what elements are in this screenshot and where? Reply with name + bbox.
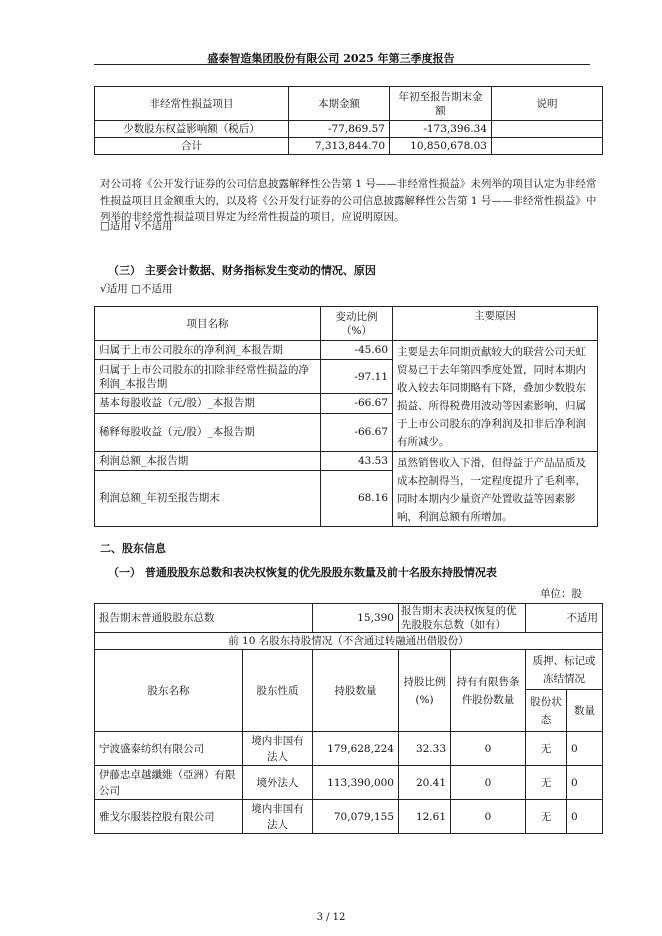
holder-ratio: 32.33 [399, 732, 451, 766]
row-note [492, 138, 603, 155]
col-header-pledge: 质押、标记或冻结情况 [526, 650, 603, 690]
reason-cell-1: 主要是去年同期贡献较大的联营公司天虹贸易已于去年第四季度处置，同时本期内收入较去年同期略有下降，叠加少数股东损益、所得税费用波动等因素影响，归属于上市公司股东的净利润及扣非后净利润有所减少。 [393, 341, 598, 452]
holder-ratio: 12.61 [399, 800, 451, 834]
row-current: 7,313,844.70 [289, 138, 390, 155]
header-divider [94, 64, 590, 65]
col-header-reason: 主要原因 [393, 307, 598, 341]
table-header-row [95, 307, 598, 341]
col-header-item: 项目名称 [95, 307, 321, 341]
pref-holders-value: 不适用 [526, 604, 603, 633]
explanation-text: 对公司将《公开发行证券的公司信息披露解释性公告第 1 号——非经常性损益》未列举的项目认定为非经常性损益项目且金额重大的，以及将《公开发行证券的公司信息披露解释性公告第 1 号——非经常性损益》中列举的非经常性损益项目界定为经常性损益的项目，应说明原因。 [100, 178, 597, 223]
table-row [95, 138, 603, 155]
report-title: 盛泰智造集团股份有限公司 2025 年第三季度报告 [207, 52, 455, 65]
row-ratio: -66.67 [321, 413, 393, 451]
holder-shares: 70,079,155 [313, 800, 399, 834]
row-item: 稀释每股收益（元/股）_本报告期 [95, 413, 321, 451]
holder-nature: 境外法人 [243, 766, 313, 800]
holder-restricted: 0 [451, 800, 526, 834]
holder-shares: 113,390,000 [313, 766, 399, 800]
holder-ratio: 20.41 [399, 766, 451, 800]
shareholders-section-title: 二、股东信息 [100, 542, 166, 555]
row-ratio: 43.53 [321, 452, 393, 471]
holder-name: 宁波盛泰纺织有限公司 [95, 732, 243, 766]
summary-row [95, 604, 603, 633]
holder-nature: 境内非国有法人 [243, 800, 313, 834]
row-item: 归属于上市公司股东的扣除非经常性损益的净利润_本报告期 [95, 360, 321, 394]
col-header-ytd: 年初至报告期末金额 [390, 87, 492, 121]
col-header-status: 股份状态 [526, 690, 567, 732]
col-header-qty: 数量 [567, 690, 603, 732]
table-row [95, 800, 603, 834]
total-holders-label: 报告期末普通股股东总数 [95, 604, 313, 633]
row-ratio: -66.67 [321, 394, 393, 413]
col-header-ratio: 变动比例（%） [321, 307, 393, 341]
holder-status: 无 [526, 766, 567, 800]
table-header-row [95, 87, 603, 121]
shareholders-subsection-title: （一） 普通股股东总数和表决权恢复的优先股股东数量及前十名股东持股情况表 [108, 566, 497, 579]
row-item: 合计 [95, 138, 289, 155]
row-item: 归属于上市公司股东的净利润_本报告期 [95, 341, 321, 360]
explanation-applicability: □适用 √不适用 [100, 220, 173, 232]
col-header-nature: 股东性质 [243, 650, 313, 732]
holder-qty: 0 [567, 800, 603, 834]
col-header-ratio: 持股比例(%) [399, 650, 451, 732]
row-ytd: 10,850,678.03 [390, 138, 492, 155]
row-item: 少数股东权益影响额（税后） [95, 121, 289, 138]
holder-status: 无 [526, 732, 567, 766]
holder-qty: 0 [567, 732, 603, 766]
top10-title-row [95, 633, 603, 650]
col-header-item: 非经常性损益项目 [95, 87, 289, 121]
row-ratio: -97.11 [321, 360, 393, 394]
col-header-note: 说明 [492, 87, 603, 121]
row-ratio: 68.16 [321, 470, 393, 526]
page-number: 3 / 12 [316, 912, 346, 923]
section3-title: （三） 主要会计数据、财务指标发生变动的情况、原因 [108, 264, 376, 277]
table-row [95, 452, 598, 471]
row-ytd: -173,396.34 [390, 121, 492, 138]
top10-title: 前 10 名股东持股情况（不含通过转融通出借股份） [95, 633, 603, 650]
holder-name: 伊藤忠卓越纖維（亞洲）有限公司 [95, 766, 243, 800]
section3-applicability: √适用 □不适用 [100, 283, 173, 295]
holder-nature: 境内非国有法人 [243, 732, 313, 766]
holder-restricted: 0 [451, 766, 526, 800]
col-header-name: 股东名称 [95, 650, 243, 732]
row-item: 基本每股收益（元/股）_本报告期 [95, 394, 321, 413]
holder-name: 雅戈尔服装控股有限公司 [95, 800, 243, 834]
table-row [95, 766, 603, 800]
row-ratio: -45.60 [321, 341, 393, 360]
col-header-restricted: 持有有限售条件股份数量 [451, 650, 526, 732]
table-row [95, 121, 603, 138]
row-item: 利润总额_本报告期 [95, 452, 321, 471]
changes-table [94, 306, 598, 527]
holder-qty: 0 [567, 766, 603, 800]
col-header-shares: 持股数量 [313, 650, 399, 732]
table-row [95, 341, 598, 360]
holder-restricted: 0 [451, 732, 526, 766]
table-header-row [95, 650, 603, 690]
row-item: 利润总额_年初至报告期末 [95, 470, 321, 526]
nonrecurring-table [94, 86, 603, 155]
col-header-current: 本期金额 [289, 87, 390, 121]
row-note [492, 121, 603, 138]
total-holders-value: 15,390 [313, 604, 399, 633]
holder-status: 无 [526, 800, 567, 834]
table-row [95, 732, 603, 766]
pref-holders-label: 报告期末表决权恢复的优先股股东总数（如有） [399, 604, 526, 633]
shareholders-table [94, 603, 603, 834]
reason-cell-2: 虽然销售收入下滑，但得益于产品品质及成本控制得当，一定程度提升了毛利率，同时本期内少量资产处置收益等因素影响，利润总额有所增加。 [393, 452, 598, 527]
holder-shares: 179,628,224 [313, 732, 399, 766]
row-current: -77,869.57 [289, 121, 390, 138]
unit-label: 单位：股 [540, 588, 582, 600]
